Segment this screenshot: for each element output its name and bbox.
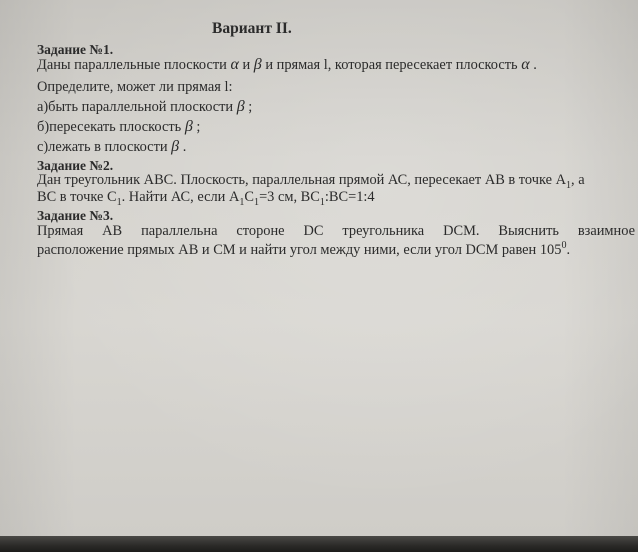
task3-statement-line2 [37, 242, 570, 259]
alpha-symbol: α [230, 56, 239, 73]
subscript: 1 [254, 196, 260, 208]
task2-line2-part-e: :ВС=1:4 [324, 189, 375, 205]
task3-statement-line1: Прямая АВ параллельна стороне DC треугольника DCM. Выяснить взаимное [37, 223, 635, 239]
alpha-symbol-2: α [521, 56, 530, 73]
option-a-text: а)быть параллельной плоскости [37, 99, 237, 115]
degree-superscript: 0 [561, 240, 567, 252]
option-c-text: с)лежать в плоскости [37, 139, 172, 155]
task1-statement-line1 [37, 56, 537, 74]
subscript: 1 [319, 196, 325, 208]
task2-line2-part-d: =3 см, ВС [259, 189, 320, 205]
task3-title: Задание №3. [37, 208, 114, 223]
beta-symbol: β [253, 56, 262, 73]
task3-line2-part-a: расположение прямых АВ и СМ и найти угол между ними, если угол DCM равен 105 [37, 242, 562, 258]
subscript: 1 [116, 196, 122, 208]
table-edge [0, 536, 638, 552]
subscript: 1 [565, 179, 572, 191]
task1-line1-part-d: . [529, 57, 537, 73]
option-b-beta: β [184, 118, 193, 135]
task2-line1-part-b: , а [571, 172, 585, 188]
task2-statement-line2 [37, 189, 375, 206]
subscript: 1 [239, 196, 245, 208]
task2-statement-line1 [37, 172, 585, 189]
task1-title: Задание №1. [37, 42, 114, 57]
option-c-beta: β [171, 138, 180, 155]
option-c-tail: . [179, 139, 187, 155]
task2-title: Задание №2. [37, 158, 114, 173]
task2-line2-part-a: ВС в точке С [37, 189, 117, 205]
task3-line2-part-b: . [566, 242, 571, 258]
variant-title: Вариант II. [212, 20, 292, 37]
task1-statement-line2: Определите, может ли прямая l: [37, 79, 233, 95]
task1-line1-part-c: и прямая l, которая пересекает плоскость [261, 57, 522, 73]
task1-option-c [37, 138, 186, 156]
option-a-beta: β [236, 98, 245, 115]
option-b-tail: ; [192, 119, 201, 135]
task1-line1-part-b: и [238, 57, 254, 73]
task1-option-a [37, 98, 252, 116]
task2-line2-part-c: С [244, 189, 255, 205]
task2-line2-part-b: . Найти АС, если А [121, 189, 240, 205]
option-b-text: б)пересекать плоскость [37, 119, 185, 135]
task2-line1-part-a: Дан треугольник АВС. Плоскость, параллельная прямой АС, пересекает АВ в точке А [37, 172, 566, 188]
option-a-tail: ; [244, 99, 253, 115]
task1-line1-part-a: Даны параллельные плоскости [37, 57, 231, 73]
task1-option-b [37, 118, 200, 136]
